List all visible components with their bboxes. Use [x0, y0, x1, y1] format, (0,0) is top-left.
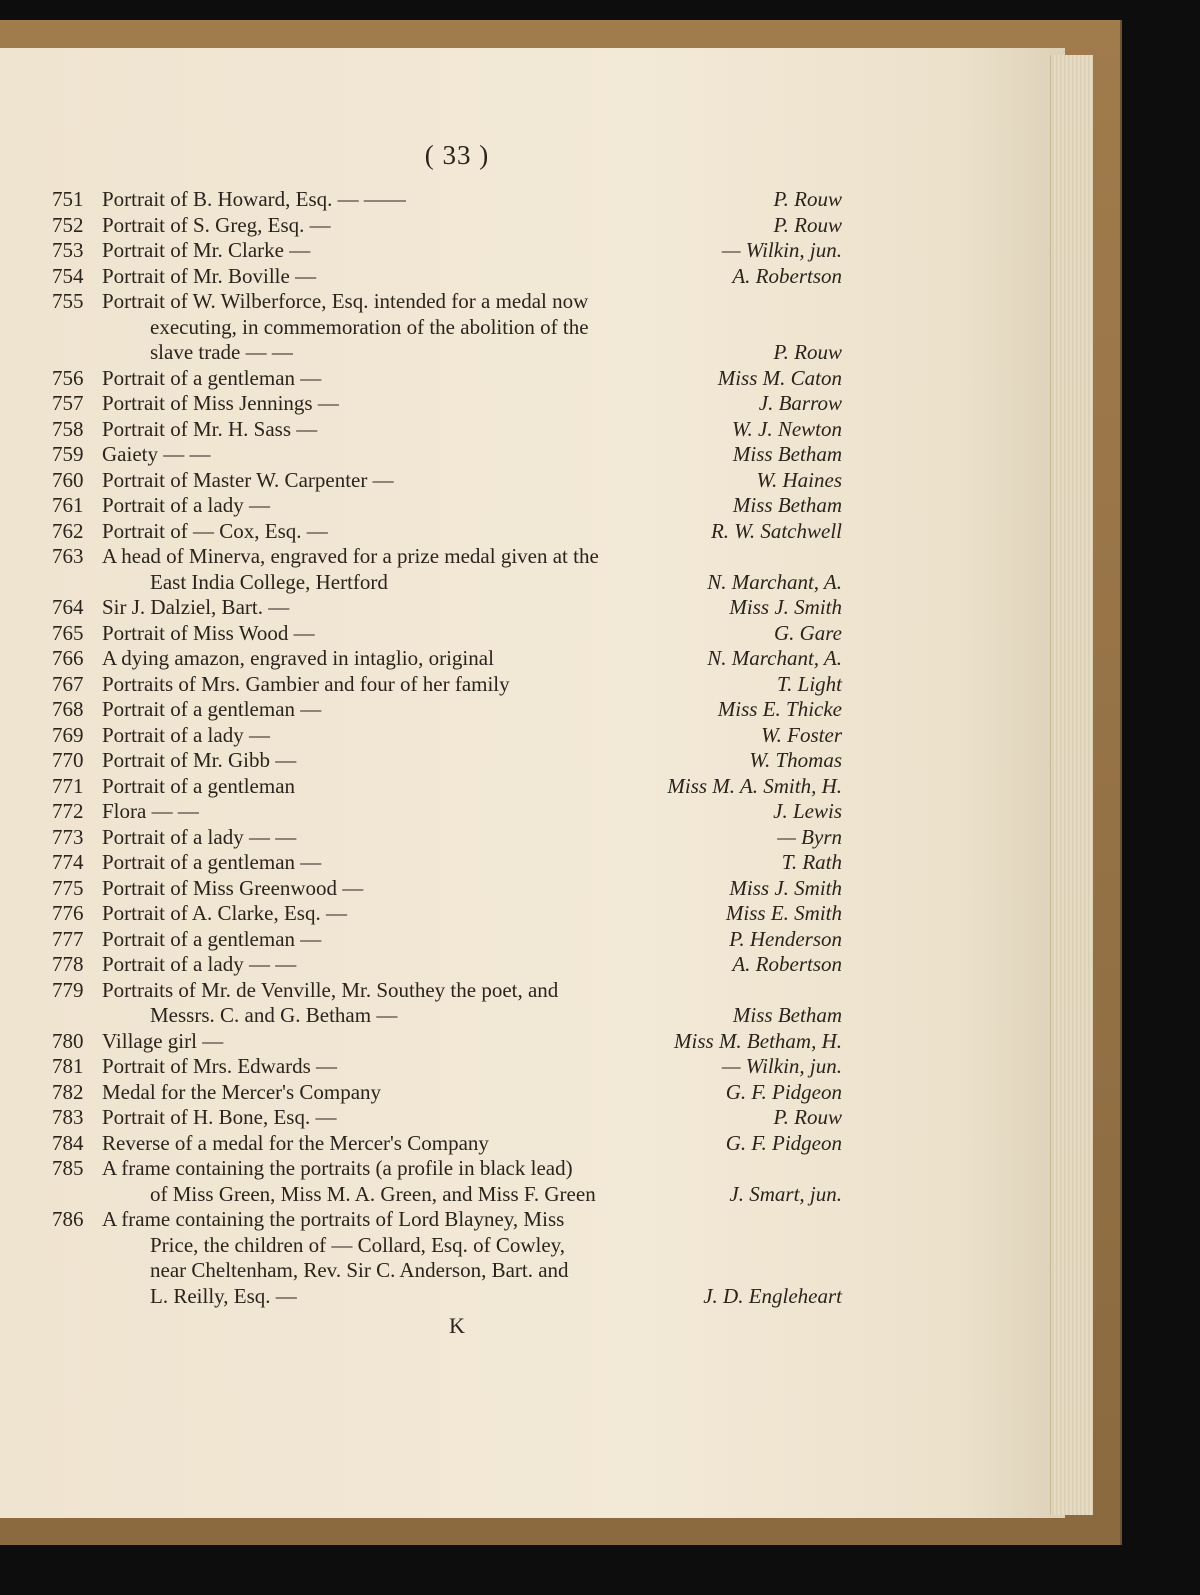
entry-title: [102, 825, 612, 851]
entry-number: 775: [52, 875, 84, 900]
entry-number: 772: [52, 799, 84, 823]
entry-number: 785: [52, 1156, 84, 1180]
entry-artist: J. Smart, jun.: [729, 1181, 842, 1206]
entry-title-line: Portrait of Mr. Gibb —: [102, 748, 297, 772]
entry-title-line: A dying amazon, engraved in intaglio, original: [102, 646, 494, 670]
entry-number: 767: [52, 671, 84, 696]
catalogue-entry: [52, 1207, 842, 1309]
catalogue-entry: [52, 187, 842, 213]
entry-title: [102, 1054, 612, 1080]
entry-artist: J. D. Engleheart: [703, 1283, 842, 1308]
entry-number: 778: [52, 952, 84, 976]
catalogue-entry: [52, 825, 842, 851]
entry-title: [102, 850, 612, 876]
entry-title-line: Portrait of Miss Jennings —: [102, 391, 339, 415]
catalogue-entry: [52, 238, 842, 264]
entry-artist: W. J. Newton: [731, 416, 842, 441]
entry-number: 764: [52, 595, 84, 619]
entry-number: 776: [52, 901, 84, 925]
entry-number: 757: [52, 391, 84, 415]
entry-number: 769: [52, 722, 84, 747]
entry-artist: A. Robertson: [732, 952, 842, 976]
entry-artist: Miss M. Betham, H.: [674, 1028, 842, 1053]
page-edges: [1050, 55, 1093, 1515]
entry-number: 773: [52, 824, 84, 849]
catalogue-entry: [52, 442, 842, 468]
page-content: [52, 140, 842, 1339]
entry-artist: N. Marchant, A.: [707, 646, 842, 670]
entry-title-line: Portrait of S. Greg, Esq. —: [102, 212, 331, 237]
entry-title: [102, 876, 612, 902]
entry-title: [102, 697, 612, 723]
entry-title-line: Portrait of a lady — —: [102, 824, 297, 849]
catalogue-entry: [52, 952, 842, 978]
entry-title-line: Portrait of Miss Greenwood —: [102, 875, 364, 900]
entry-title-line: A frame containing the portraits of Lord Blayney, Miss: [102, 1207, 565, 1231]
catalogue-entry: [52, 289, 842, 366]
entry-artist: W. Thomas: [749, 748, 842, 772]
entry-number: 779: [52, 977, 84, 1002]
entry-title-line: Medal for the Mercer's Company: [102, 1079, 382, 1104]
entry-title-line: Portrait of a gentleman —: [102, 365, 322, 390]
entry-artist: J. Lewis: [773, 799, 842, 823]
entry-title-line: A frame containing the portraits (a profile in black lead): [102, 1156, 573, 1180]
entry-artist: G. F. Pidgeon: [725, 1079, 842, 1104]
entry-title-line: of Miss Green, Miss M. A. Green, and Miss F. Green: [150, 1181, 596, 1206]
catalogue-entry: [52, 1105, 842, 1131]
entry-title: [102, 544, 612, 595]
catalogue-entry: [52, 417, 842, 443]
catalogue-entry: [52, 1156, 842, 1207]
entry-title: [102, 672, 612, 698]
entry-title-line: Portraits of Mr. de Venville, Mr. Southey the poet, and: [102, 977, 559, 1002]
entry-title: [102, 213, 612, 239]
entry-artist: Miss Betham: [732, 1003, 842, 1027]
entry-artist: P. Rouw: [773, 212, 842, 237]
entry-artist: N. Marchant, A.: [707, 569, 842, 594]
entry-title-line: L. Reilly, Esq. —: [150, 1283, 297, 1308]
entry-artist: Miss Betham: [732, 493, 842, 517]
catalogue-entry: [52, 519, 842, 545]
catalogue-entry: [52, 1080, 842, 1106]
catalogue-entry: [52, 391, 842, 417]
entry-artist: P. Rouw: [773, 340, 842, 364]
catalogue-entry: [52, 927, 842, 953]
entry-artist: Miss Betham: [732, 442, 842, 466]
entry-number: 777: [52, 926, 84, 951]
entry-artist: A. Robertson: [732, 263, 842, 288]
entry-title: [102, 1080, 612, 1106]
entry-title-line: Gaiety — —: [102, 442, 211, 466]
entry-title-line: Messrs. C. and G. Betham —: [150, 1003, 398, 1027]
entry-number: 758: [52, 416, 84, 441]
entry-title: [102, 442, 612, 468]
entry-number: 763: [52, 544, 84, 568]
entry-title-line: Portrait of a gentleman —: [102, 926, 322, 951]
entry-title-line: Portrait of B. Howard, Esq. — ——: [102, 187, 406, 211]
entry-title: [102, 1207, 612, 1309]
entry-title: [102, 289, 612, 366]
entry-artist: Miss M. Caton: [717, 365, 842, 390]
catalogue-entry: [52, 876, 842, 902]
entry-title: [102, 748, 612, 774]
entry-artist: R. W. Satchwell: [710, 518, 842, 543]
entry-number: 783: [52, 1105, 84, 1129]
entry-artist: P. Rouw: [773, 187, 842, 211]
page-number-header: ( 33 ): [424, 140, 490, 170]
entry-title: [102, 187, 612, 213]
entry-number: 765: [52, 620, 84, 645]
entry-artist: — Wilkin, jun.: [721, 238, 842, 262]
entry-title: [102, 646, 612, 672]
entry-number: 761: [52, 493, 84, 517]
entry-artist: Miss J. Smith: [729, 595, 842, 619]
entry-number: 768: [52, 697, 84, 721]
entry-artist: T. Rath: [781, 850, 842, 874]
entry-title: [102, 1029, 612, 1055]
entry-title-line: Portrait of H. Bone, Esq. —: [102, 1105, 337, 1129]
entry-artist: — Wilkin, jun.: [721, 1054, 842, 1078]
entry-title: [102, 1131, 612, 1157]
catalogue-entry: [52, 978, 842, 1029]
entry-title-line: Portrait of a gentleman —: [102, 697, 322, 721]
entry-title-line: Portrait of Mrs. Edwards —: [102, 1054, 338, 1078]
entry-title: [102, 391, 612, 417]
entry-title-line: Price, the children of — Collard, Esq. of Cowley,: [150, 1232, 566, 1257]
entry-number: 755: [52, 289, 84, 313]
entry-title-line: Portrait of a lady —: [102, 722, 270, 747]
entry-number: 781: [52, 1054, 84, 1078]
entry-title: [102, 238, 612, 264]
entry-title: [102, 901, 612, 927]
entry-title: [102, 927, 612, 953]
catalogue-entry: [52, 774, 842, 800]
entry-artist: P. Henderson: [729, 926, 842, 951]
entry-title-line: Portrait of Miss Wood —: [102, 620, 315, 645]
catalogue-list: [52, 187, 842, 1309]
entry-title: [102, 468, 612, 494]
catalogue-entry: [52, 213, 842, 239]
entry-artist: W. Foster: [761, 722, 842, 747]
entry-number: 754: [52, 263, 84, 288]
signature-mark: K: [449, 1313, 465, 1338]
entry-artist: Miss E. Smith: [725, 901, 842, 925]
entry-artist: G. F. Pidgeon: [725, 1130, 842, 1155]
entry-title-line: executing, in commemoration of the abolition of the: [150, 314, 589, 339]
entry-title-line: Portrait of W. Wilberforce, Esq. intended for a medal now: [102, 289, 589, 313]
entry-title-line: Village girl —: [102, 1028, 224, 1053]
catalogue-entry: [52, 850, 842, 876]
entry-artist: T. Light: [777, 671, 842, 696]
entry-artist: W. Haines: [756, 467, 842, 492]
catalogue-entry: [52, 646, 842, 672]
entry-title: [102, 519, 612, 545]
entry-number: 759: [52, 442, 84, 466]
entry-title-line: Portrait of a gentleman —: [102, 850, 322, 874]
entry-title: [102, 978, 612, 1029]
entry-number: 752: [52, 212, 84, 237]
entry-number: 782: [52, 1079, 84, 1104]
catalogue-entry: [52, 901, 842, 927]
entry-artist: G. Gare: [773, 620, 842, 645]
entry-title: [102, 1105, 612, 1131]
entry-title: [102, 493, 612, 519]
entry-title-line: Portrait of Mr. H. Sass —: [102, 416, 318, 441]
entry-title-line: Sir J. Dalziel, Bart. —: [102, 595, 290, 619]
entry-title-line: slave trade — —: [150, 340, 293, 364]
entry-title: [102, 723, 612, 749]
entry-title: [102, 417, 612, 443]
catalogue-entry: [52, 1029, 842, 1055]
entry-number: 780: [52, 1028, 84, 1053]
entry-title: [102, 595, 612, 621]
catalogue-entry: [52, 723, 842, 749]
entry-number: 751: [52, 187, 84, 211]
catalogue-entry: [52, 544, 842, 595]
entry-title: [102, 621, 612, 647]
catalogue-entry: [52, 672, 842, 698]
entry-artist: P. Rouw: [773, 1105, 842, 1129]
entry-title-line: Portrait of a lady — —: [102, 952, 297, 976]
catalogue-entry: [52, 595, 842, 621]
catalogue-entry: [52, 697, 842, 723]
entry-title: [102, 264, 612, 290]
entry-title-line: Portrait of Mr. Boville —: [102, 263, 317, 288]
entry-number: 762: [52, 518, 84, 543]
entry-title-line: Portrait of a lady —: [102, 493, 270, 517]
entry-title-line: Portrait of — Cox, Esq. —: [102, 518, 328, 543]
entry-title: [102, 1156, 612, 1207]
catalogue-entry: [52, 1054, 842, 1080]
catalogue-entry: [52, 748, 842, 774]
entry-artist: J. Barrow: [758, 391, 842, 415]
catalogue-entry: [52, 468, 842, 494]
entry-title-line: A head of Minerva, engraved for a prize medal given at the: [102, 544, 599, 568]
catalogue-entry: [52, 264, 842, 290]
entry-title-line: Portrait of a gentleman: [102, 773, 296, 798]
entry-number: 784: [52, 1130, 84, 1155]
entry-title: [102, 799, 612, 825]
entry-title-line: Reverse of a medal for the Mercer's Company: [102, 1130, 489, 1155]
catalogue-entry: [52, 366, 842, 392]
entry-title-line: Portrait of Mr. Clarke —: [102, 238, 311, 262]
entry-number: 774: [52, 850, 84, 874]
entry-number: 760: [52, 467, 84, 492]
entry-number: 753: [52, 238, 84, 262]
entry-artist: — Byrn: [777, 824, 842, 849]
entry-title-line: Portrait of Master W. Carpenter —: [102, 467, 394, 492]
entry-title-line: Flora — —: [102, 799, 199, 823]
entry-artist: Miss E. Thicke: [717, 697, 842, 721]
entry-title: [102, 366, 612, 392]
entry-title-line: near Cheltenham, Rev. Sir C. Anderson, Bart. and: [150, 1258, 569, 1282]
entry-title: [102, 774, 612, 800]
entry-artist: Miss J. Smith: [729, 875, 842, 900]
entry-number: 766: [52, 646, 84, 670]
entry-number: 786: [52, 1207, 84, 1231]
entry-number: 770: [52, 748, 84, 772]
entry-number: 771: [52, 773, 84, 798]
catalogue-entry: [52, 621, 842, 647]
entry-artist: Miss M. A. Smith, H.: [667, 773, 842, 798]
entry-title: [102, 952, 612, 978]
catalogue-entry: [52, 493, 842, 519]
catalogue-entry: [52, 1131, 842, 1157]
entry-title-line: Portrait of A. Clarke, Esq. —: [102, 901, 347, 925]
entry-title-line: East India College, Hertford: [150, 569, 388, 594]
catalogue-entry: [52, 799, 842, 825]
entry-number: 756: [52, 365, 84, 390]
entry-title-line: Portraits of Mrs. Gambier and four of her family: [102, 671, 510, 696]
